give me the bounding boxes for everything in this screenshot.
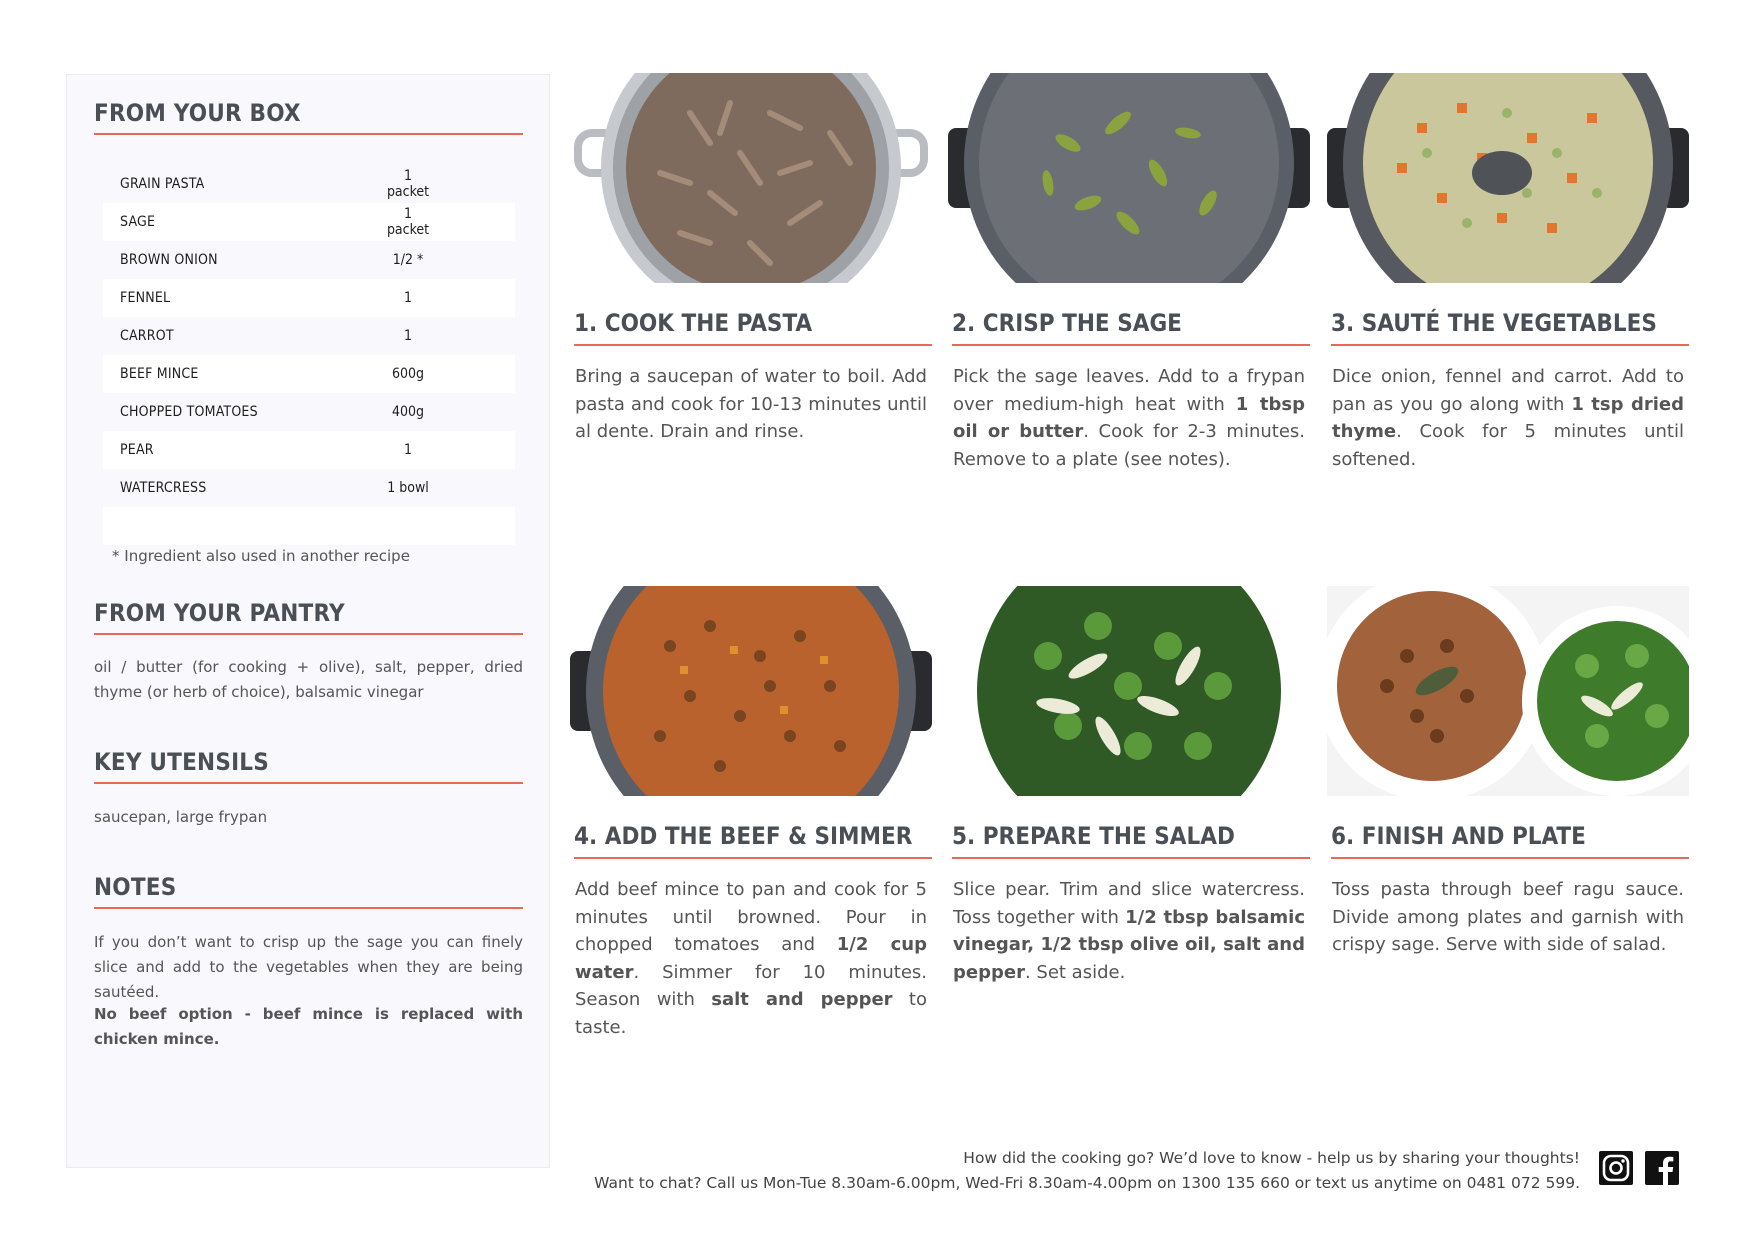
instagram-icon[interactable] <box>1598 1150 1634 1186</box>
notes-text: If you don’t want to crisp up the sage you can finely slice and add to the vegetables when they are being sautéed. <box>94 933 523 1001</box>
step-1-text: Bring a saucepan of water to boil. Add pasta and cook for 10-13 minutes until al dente. Drain and rinse. <box>575 366 927 442</box>
ingredient-row <box>103 203 515 241</box>
ingredient-table <box>103 165 515 545</box>
footer <box>594 1146 1580 1196</box>
ingredient-name: SAGE <box>120 214 156 230</box>
step-2-text: Pick the sage leaves. Add to a frypan over medium-high heat with 1 tbsp oil or butter. Cook for 2-3 minutes. Remove to a plate (see notes). <box>953 366 1305 470</box>
step-1-photo <box>570 73 932 283</box>
ingredient-row <box>103 241 515 279</box>
step-6-title: 6. FINISH AND PLATE <box>1331 822 1689 859</box>
step-3-title: 3. SAUTÉ THE VEGETABLES <box>1331 309 1689 346</box>
step-6-photo <box>1327 586 1689 796</box>
ingredients-sidebar <box>66 74 550 1168</box>
step-2-photo <box>948 73 1310 283</box>
ingredient-name: CHOPPED TOMATOES <box>120 404 258 420</box>
step-5-text: Slice pear. Trim and slice watercress. Toss together with 1/2 tbsp balsamic vinegar, 1/2 tbsp olive oil, salt and pepper. Set aside. <box>953 879 1306 983</box>
from-your-box-title: FROM YOUR BOX <box>94 99 523 135</box>
ingredient-row <box>103 393 515 431</box>
ingredient-qty: 1 packet <box>386 206 430 238</box>
ingredient-qty: 1 <box>403 290 412 306</box>
notes-bold-text: No beef option - beef mince is replaced with chicken mince. <box>94 1005 523 1048</box>
step-4-title: 4. ADD THE BEEF & SIMMER <box>574 822 932 859</box>
ingredient-name: CARROT <box>120 328 174 344</box>
ingredient-name: WATERCRESS <box>120 480 207 496</box>
step-4-text: Add beef mince to pan and cook for 5 minutes until browned. Pour in chopped tomatoes and 1/2 cup water. Simmer for 10 minutes. Season with salt and pepper to taste. <box>575 879 928 1038</box>
step-5-title: 5. PREPARE THE SALAD <box>952 822 1310 859</box>
ingredient-name: FENNEL <box>120 290 171 306</box>
ingredient-qty: 1 packet <box>386 168 430 200</box>
ingredient-name: BROWN ONION <box>120 252 218 268</box>
pantry-text: oil / butter (for cooking + olive), salt, pepper, dried thyme (or herb of choice), balsamic vinegar <box>94 658 523 701</box>
ingredient-row <box>103 355 515 393</box>
step-5-photo <box>948 586 1310 796</box>
ingredient-row <box>103 469 515 507</box>
step-1-title: 1. COOK THE PASTA <box>574 309 932 346</box>
ingredient-name: GRAIN PASTA <box>120 176 205 192</box>
ingredient-qty: 600g <box>391 366 425 382</box>
ingredient-qty: 1/2 * <box>392 252 424 268</box>
key-utensils-title: KEY UTENSILS <box>94 748 523 784</box>
ingredient-row <box>103 165 515 203</box>
ingredient-qty: 1 <box>403 442 412 458</box>
utensils-text: saucepan, large frypan <box>94 808 268 826</box>
ingredient-qty: 1 <box>403 328 412 344</box>
facebook-icon[interactable] <box>1644 1150 1680 1186</box>
step-4-photo <box>570 586 932 796</box>
ingredient-footnote: * Ingredient also used in another recipe <box>112 547 410 565</box>
ingredient-qty: 1 bowl <box>387 480 429 496</box>
feedback-text: How did the cooking go? We’d love to know - help us by sharing your thoughts! <box>963 1149 1580 1167</box>
from-your-pantry-title: FROM YOUR PANTRY <box>94 599 523 635</box>
notes-title: NOTES <box>94 873 523 909</box>
ingredient-name: PEAR <box>120 442 154 458</box>
ingredient-row <box>103 431 515 469</box>
contact-text: Want to chat? Call us Mon-Tue 8.30am-6.00pm, Wed-Fri 8.30am-4.00pm on 1300 135 660 or text us anytime on 0481 072 599. <box>594 1174 1580 1192</box>
ingredient-row <box>103 279 515 317</box>
step-3-text: Dice onion, fennel and carrot. Add to pan as you go along with 1 tsp dried thyme. Cook for 5 minutes until softened. <box>1332 366 1684 470</box>
step-3-photo <box>1327 73 1689 283</box>
step-2-title: 2. CRISP THE SAGE <box>952 309 1310 346</box>
ingredient-qty: 400g <box>391 404 425 420</box>
step-6-text: Toss pasta through beef ragu sauce. Divide among plates and garnish with crispy sage. Serve with side of salad. <box>1332 879 1684 955</box>
ingredient-name: BEEF MINCE <box>120 366 199 382</box>
ingredient-row-empty <box>103 507 515 545</box>
ingredient-row <box>103 317 515 355</box>
